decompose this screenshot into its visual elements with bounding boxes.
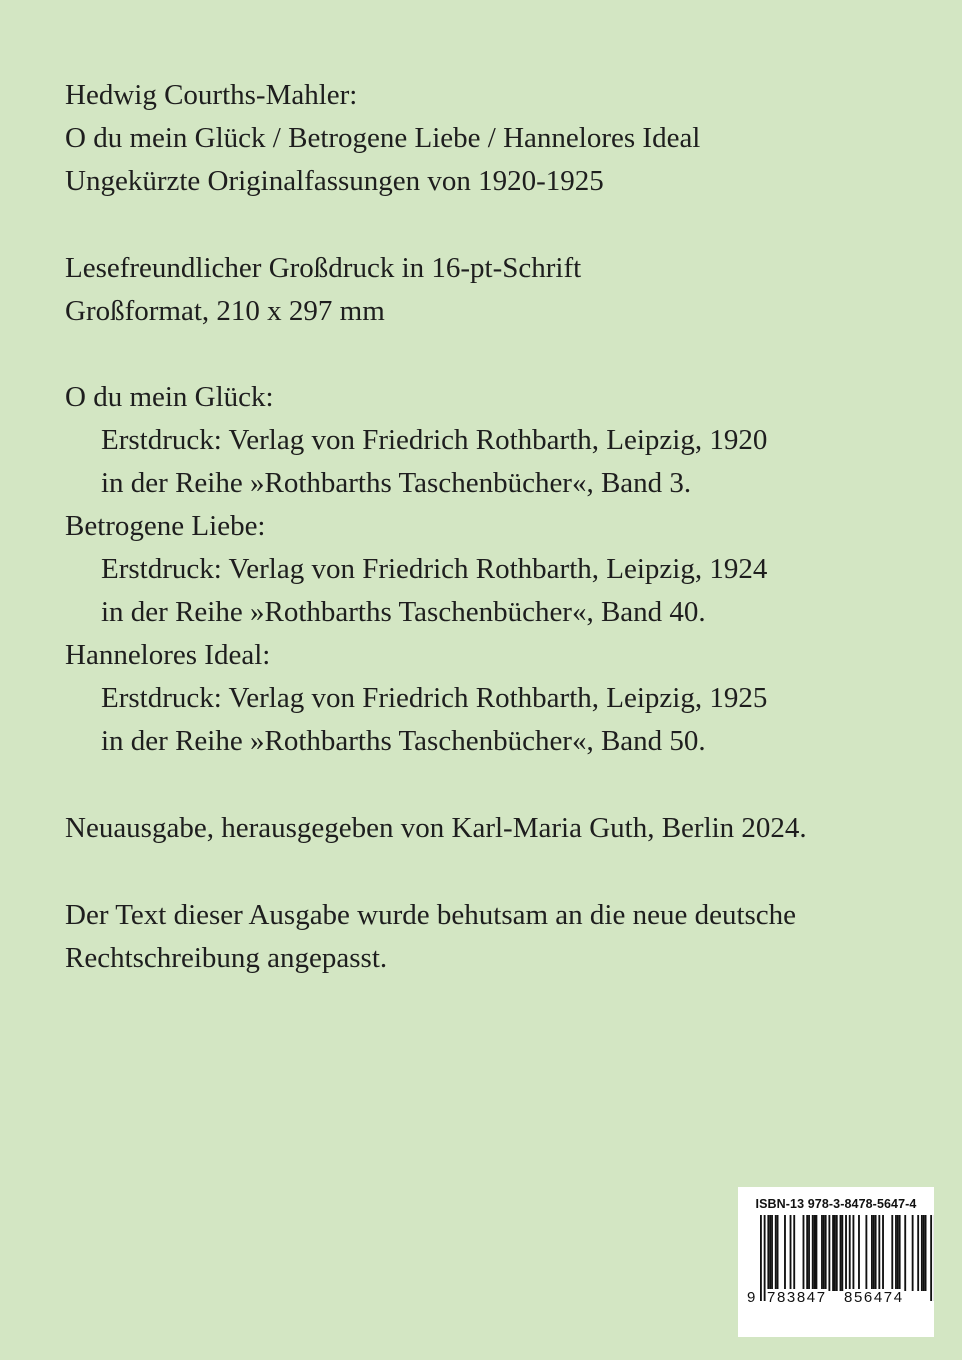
work-series: in der Reihe »Rothbarths Taschenbücher«, Band 50. xyxy=(101,725,706,757)
barcode-bar xyxy=(899,1215,901,1291)
barcode-bar xyxy=(771,1215,773,1291)
author-line: Hedwig Courths-Mahler: xyxy=(65,79,358,111)
barcode-bar xyxy=(828,1215,830,1291)
work-title: O du mein Glück: xyxy=(65,381,274,413)
work-entry xyxy=(65,505,925,634)
barcode-bar xyxy=(803,1215,805,1291)
work-first-print: Erstdruck: Verlag von Friedrich Rothbarth, Leipzig, 1924 xyxy=(101,553,768,585)
barcode-bar xyxy=(769,1215,771,1291)
barcode-bar xyxy=(873,1215,875,1291)
spacer xyxy=(65,333,925,376)
work-title: Hannelores Ideal: xyxy=(65,639,271,671)
barcode-bar xyxy=(840,1215,842,1291)
barcode-bar xyxy=(865,1215,867,1291)
barcode-bar xyxy=(875,1215,877,1291)
size-format-line: Großformat, 210 x 297 mm xyxy=(65,295,385,327)
work-first-print: Erstdruck: Verlag von Friedrich Rothbarth, Leipzig, 1920 xyxy=(101,424,768,456)
barcode-bar xyxy=(808,1215,810,1291)
work-series: in der Reihe »Rothbarths Taschenbücher«, Band 40. xyxy=(101,596,706,628)
barcode-bar xyxy=(925,1215,927,1291)
barcode-guard-bar xyxy=(930,1215,932,1301)
barcode-bar xyxy=(814,1215,816,1291)
spacer xyxy=(65,850,925,894)
barcode-bar xyxy=(841,1215,843,1291)
isbn-barcode xyxy=(738,1187,934,1337)
barcode-bar xyxy=(836,1215,838,1291)
barcode-bar xyxy=(904,1215,906,1291)
spacer xyxy=(65,203,925,247)
barcode-bar xyxy=(834,1215,836,1291)
barcode-bar xyxy=(853,1215,855,1291)
barcode-bar xyxy=(891,1215,893,1291)
barcode-bar xyxy=(895,1215,897,1291)
barcode-bar xyxy=(793,1215,795,1291)
work-first-print: Erstdruck: Verlag von Friedrich Rothbarth, Leipzig, 1925 xyxy=(101,682,768,714)
barcode-bar xyxy=(825,1215,827,1291)
barcode-bar xyxy=(812,1215,814,1291)
barcode-bar xyxy=(775,1215,777,1291)
work-entry xyxy=(65,376,925,505)
barcode-bar xyxy=(871,1215,873,1291)
print-format-line: Lesefreundlicher Großdruck in 16-pt-Schrift xyxy=(65,252,582,284)
barcode-bar xyxy=(777,1215,779,1291)
barcode-digits-right: 856474 xyxy=(844,1289,904,1306)
barcode-bar xyxy=(767,1215,769,1291)
barcode-digit-first: 9 xyxy=(747,1289,756,1306)
note-line-1: Der Text dieser Ausgabe wurde behutsam an die neue deutsche xyxy=(65,899,797,931)
barcode-guard-bar xyxy=(760,1215,762,1301)
imprint-text-block xyxy=(65,74,925,980)
titles-line: O du mein Glück / Betrogene Liebe / Hannelores Ideal xyxy=(65,122,701,154)
barcode-bar xyxy=(912,1215,914,1291)
work-entry xyxy=(65,634,925,763)
barcode-bar xyxy=(878,1215,880,1291)
spacer xyxy=(65,763,925,807)
barcode-bar xyxy=(823,1215,825,1291)
barcode-bar xyxy=(784,1215,786,1291)
work-title: Betrogene Liebe: xyxy=(65,510,266,542)
barcode-bar xyxy=(858,1215,860,1291)
barcode-bar xyxy=(806,1215,808,1291)
barcode-bar xyxy=(923,1215,925,1291)
versions-line: Ungekürzte Originalfassungen von 1920-1925 xyxy=(65,165,604,197)
barcode-bar xyxy=(882,1215,884,1291)
barcode-bar xyxy=(921,1215,923,1291)
barcode-bar xyxy=(897,1215,899,1291)
barcode-digits-left: 783847 xyxy=(767,1289,827,1306)
barcode-bar xyxy=(816,1215,818,1291)
isbn-label: ISBN-13 978-3-8478-5647-4 xyxy=(755,1197,917,1211)
barcode-bar xyxy=(821,1215,823,1291)
barcode-bar xyxy=(917,1215,919,1291)
barcode-bar xyxy=(790,1215,792,1291)
note-line-2: Rechtschreibung angepasst. xyxy=(65,942,388,974)
barcode-guard-bar xyxy=(764,1215,766,1301)
work-series: in der Reihe »Rothbarths Taschenbücher«, Band 3. xyxy=(101,467,692,499)
barcode-bar xyxy=(832,1215,834,1291)
edition-line: Neuausgabe, herausgegeben von Karl-Maria Guth, Berlin 2024. xyxy=(65,812,807,844)
